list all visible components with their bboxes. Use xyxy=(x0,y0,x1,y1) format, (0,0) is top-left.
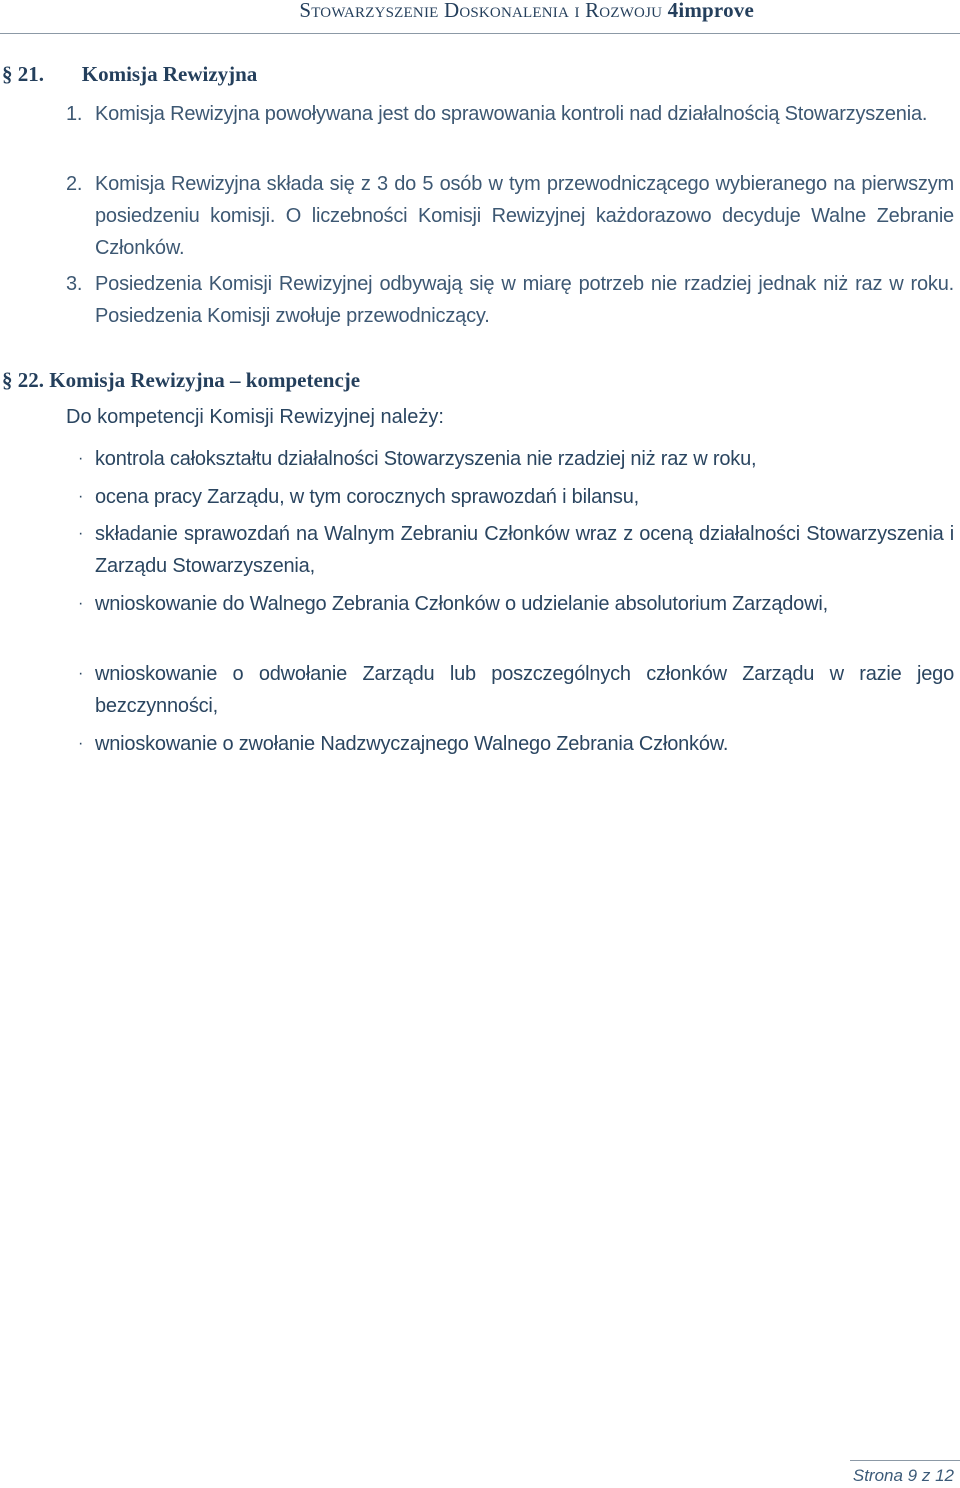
section-22-heading xyxy=(2,368,360,393)
item-number: 1. xyxy=(66,103,83,125)
bullet-text: składanie sprawozdań na Walnym Zebraniu Członków wraz z oceną działalności Stowarzyszenia i Zarządu Stowarzyszenia, xyxy=(95,523,954,577)
section-symbol: § xyxy=(2,62,13,86)
bullet-text: wnioskowanie o odwołanie Zarządu lub poszczególnych członków Zarządu w razie jego bezczynności, xyxy=(95,663,954,717)
bullet-text: ocena pracy Zarządu, w tym corocznych sprawozdań i bilansu, xyxy=(95,486,640,508)
item-text: Posiedzenia Komisji Rewizyjnej odbywają się w miarę potrzeb nie rzadziej jednak niż raz w roku. Posiedzenia Komisji zwołuje przewodniczący. xyxy=(95,273,954,327)
list-item xyxy=(66,268,954,332)
bullet-dot: · xyxy=(78,488,84,505)
bullet-item xyxy=(66,443,954,475)
bullet-item xyxy=(66,481,954,513)
header-divider xyxy=(0,33,960,34)
page-header xyxy=(299,0,754,23)
section-title: Komisja Rewizyjna – kompetencje xyxy=(49,368,361,392)
bullet-dot: · xyxy=(78,450,84,467)
section-number: 22. xyxy=(17,368,44,392)
section-21-heading xyxy=(2,62,257,87)
header-brand: 4improve xyxy=(667,0,754,22)
bullet-item xyxy=(66,728,954,760)
section-symbol: § xyxy=(2,368,13,392)
page-number: Strona 9 z 12 xyxy=(852,1466,954,1485)
bullet-item xyxy=(66,588,954,620)
bullet-item xyxy=(66,518,954,582)
header-title: Stowarzyszenie Doskonalenia i Rozwoju xyxy=(299,0,663,22)
list-item xyxy=(66,168,954,264)
item-number: 3. xyxy=(66,273,83,295)
section-number: 21. xyxy=(17,62,44,86)
item-number: 2. xyxy=(66,173,83,195)
bullet-text: wnioskowanie o zwołanie Nadzwyczajnego Walnego Zebrania Członków. xyxy=(95,733,729,755)
bullet-text: wnioskowanie do Walnego Zebrania Członków o udzielanie absolutorium Zarządowi, xyxy=(95,593,828,615)
bullet-item xyxy=(66,658,954,722)
list-item xyxy=(66,98,954,130)
bullet-dot: · xyxy=(78,665,84,682)
bullet-dot: · xyxy=(78,525,84,542)
item-text: Komisja Rewizyjna składa się z 3 do 5 osób w tym przewodniczącego wybieranego na pierwszym posiedzeniu komisji. O liczebności Komisji Rewizyjnej każdorazowo decyduje Walne Zebranie Członków. xyxy=(95,173,954,259)
bullet-text: kontrola całokształtu działalności Stowarzyszenia nie rzadziej niż raz w roku, xyxy=(95,448,757,470)
section-intro: Do kompetencji Komisji Rewizyjnej należy: xyxy=(66,406,444,428)
bullet-dot: · xyxy=(78,595,84,612)
bullet-dot: · xyxy=(78,735,84,752)
item-text: Komisja Rewizyjna powoływana jest do sprawowania kontroli nad działalnością Stowarzyszenia. xyxy=(95,103,928,125)
footer-divider xyxy=(850,1460,960,1461)
section-title: Komisja Rewizyjna xyxy=(81,62,258,86)
